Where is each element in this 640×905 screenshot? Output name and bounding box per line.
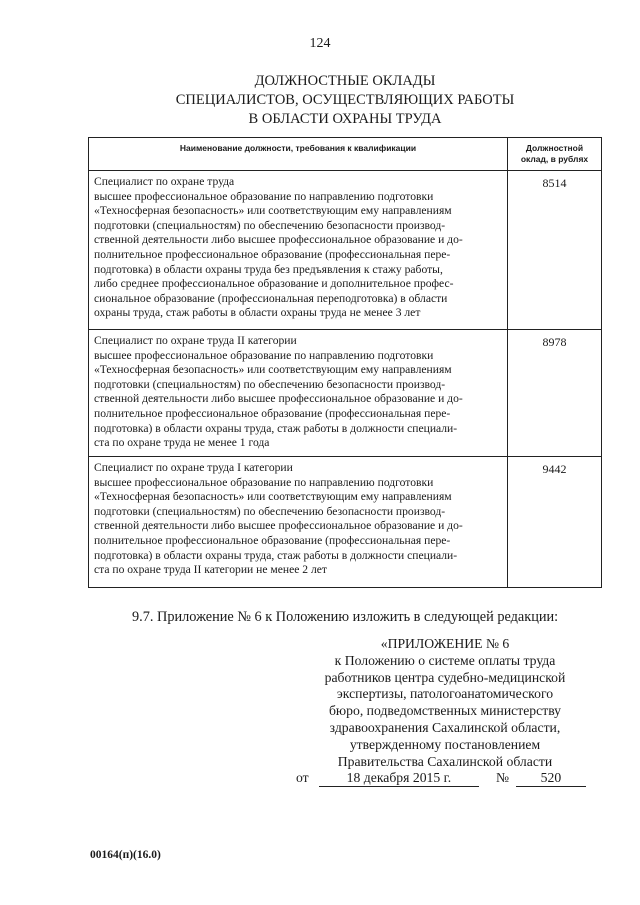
description-line: «Техносферная безопасность» или соответствующим ему направлениям — [94, 363, 452, 377]
appendix-line: бюро, подведомственных министерству — [328, 703, 562, 719]
header-salary — [508, 138, 602, 171]
appendix-header — [295, 636, 595, 770]
salary-table — [88, 137, 602, 588]
position-description — [89, 457, 508, 588]
date-prefix: от — [296, 770, 309, 785]
salary-value: 8514 — [508, 171, 602, 330]
header-salary-line: оклад, в рублях — [520, 154, 589, 164]
description-line: полнительное профессиональное образование (профессиональная пере- — [94, 406, 451, 420]
description-line: подготовки (специальностям) по обеспечению безопасности производ- — [94, 504, 446, 518]
title-line: СПЕЦИАЛИСТОВ, ОСУЩЕСТВЛЯЮЩИХ РАБОТЫ — [175, 92, 515, 108]
description-line: ста по охране труда II категории не менее 2 лет — [94, 563, 327, 577]
decree-date: 18 декабря 2015 г. — [319, 770, 479, 787]
decree-date-line — [296, 770, 596, 787]
description-line: высшее профессиональное образование по направлению подготовки — [94, 475, 434, 489]
salary-value: 8978 — [508, 330, 602, 457]
description-line: ственной деятельности либо высшее профессиональное образование и до- — [94, 392, 463, 406]
decree-number: 520 — [516, 770, 586, 787]
number-prefix: № — [496, 770, 510, 785]
description-line: ста по охране труда не менее 1 года — [94, 436, 270, 450]
appendix-line: к Положению о системе оплаты труда — [334, 652, 556, 668]
description-line: «Техносферная безопасность» или соответствующим ему направлениям — [94, 490, 452, 504]
description-line: высшее профессиональное образование по направлению подготовки — [94, 189, 434, 203]
description-line: Специалист по охране труда II категории — [94, 334, 297, 347]
header-salary-line: Должностной — [525, 143, 584, 153]
header-position-name: Наименование должности, требования к квалификации — [89, 138, 508, 171]
appendix-line: утвержденному постановлением — [349, 736, 541, 752]
table-body — [89, 171, 602, 588]
description-line: Специалист по охране труда — [94, 175, 235, 188]
title-line: ДОЛЖНОСТНЫЕ ОКЛАДЫ — [254, 73, 436, 89]
appendix-line: «ПРИЛОЖЕНИЕ № 6 — [380, 636, 510, 651]
description-line: ственной деятельности либо высшее профессиональное образование и до- — [94, 519, 463, 533]
table-row — [89, 457, 602, 588]
description-line: подготовка) в области охраны труда, стаж работы в должности специали- — [94, 548, 458, 562]
description-line: ственной деятельности либо высшее профессиональное образование и до- — [94, 233, 463, 247]
description-line: сиональное образование (профессиональная переподготовка) в области — [94, 291, 448, 305]
document-title — [0, 72, 640, 129]
document-code: 00164(п)(16.0) — [90, 849, 161, 861]
position-description — [89, 171, 508, 330]
page-number: 124 — [309, 36, 331, 51]
description-line: полнительное профессиональное образование (профессиональная пере- — [94, 247, 451, 261]
description-line: высшее профессиональное образование по направлению подготовки — [94, 348, 434, 362]
salary-value: 9442 — [508, 457, 602, 588]
description-line: подготовки (специальностям) по обеспечению безопасности производ- — [94, 218, 446, 232]
description-line: «Техносферная безопасность» или соответствующим ему направлениям — [94, 204, 452, 218]
description-line: подготовка) в области охраны труда, стаж работы в должности специали- — [94, 421, 458, 435]
description-line: подготовки (специальностям) по обеспечению безопасности производ- — [94, 377, 446, 391]
title-line: В ОБЛАСТИ ОХРАНЫ ТРУДА — [248, 111, 442, 127]
appendix-line: работников центра судебно-медицинской — [324, 669, 566, 685]
description-line: подготовка) в области охраны труда без предъявления к стажу работы, — [94, 262, 443, 276]
description-line: либо среднее профессиональное образование и дополнительное профес- — [94, 277, 454, 291]
position-description — [89, 330, 508, 457]
table-row — [89, 330, 602, 457]
amendment-paragraph: 9.7. Приложение № 6 к Положению изложить в следующей редакции: — [132, 609, 559, 625]
description-line: полнительное профессиональное образование (профессиональная пере- — [94, 533, 451, 547]
appendix-line: Правительства Сахалинской области — [337, 753, 553, 769]
table-header-row — [89, 138, 602, 171]
description-line: Специалист по охране труда I категории — [94, 461, 293, 474]
appendix-line: здравоохранения Сахалинской области, — [329, 719, 561, 735]
appendix-line: экспертизы, патологоанатомического — [336, 686, 554, 702]
description-line: охраны труда, стаж работы в области охраны труда не менее 3 лет — [94, 306, 421, 320]
table-row — [89, 171, 602, 330]
